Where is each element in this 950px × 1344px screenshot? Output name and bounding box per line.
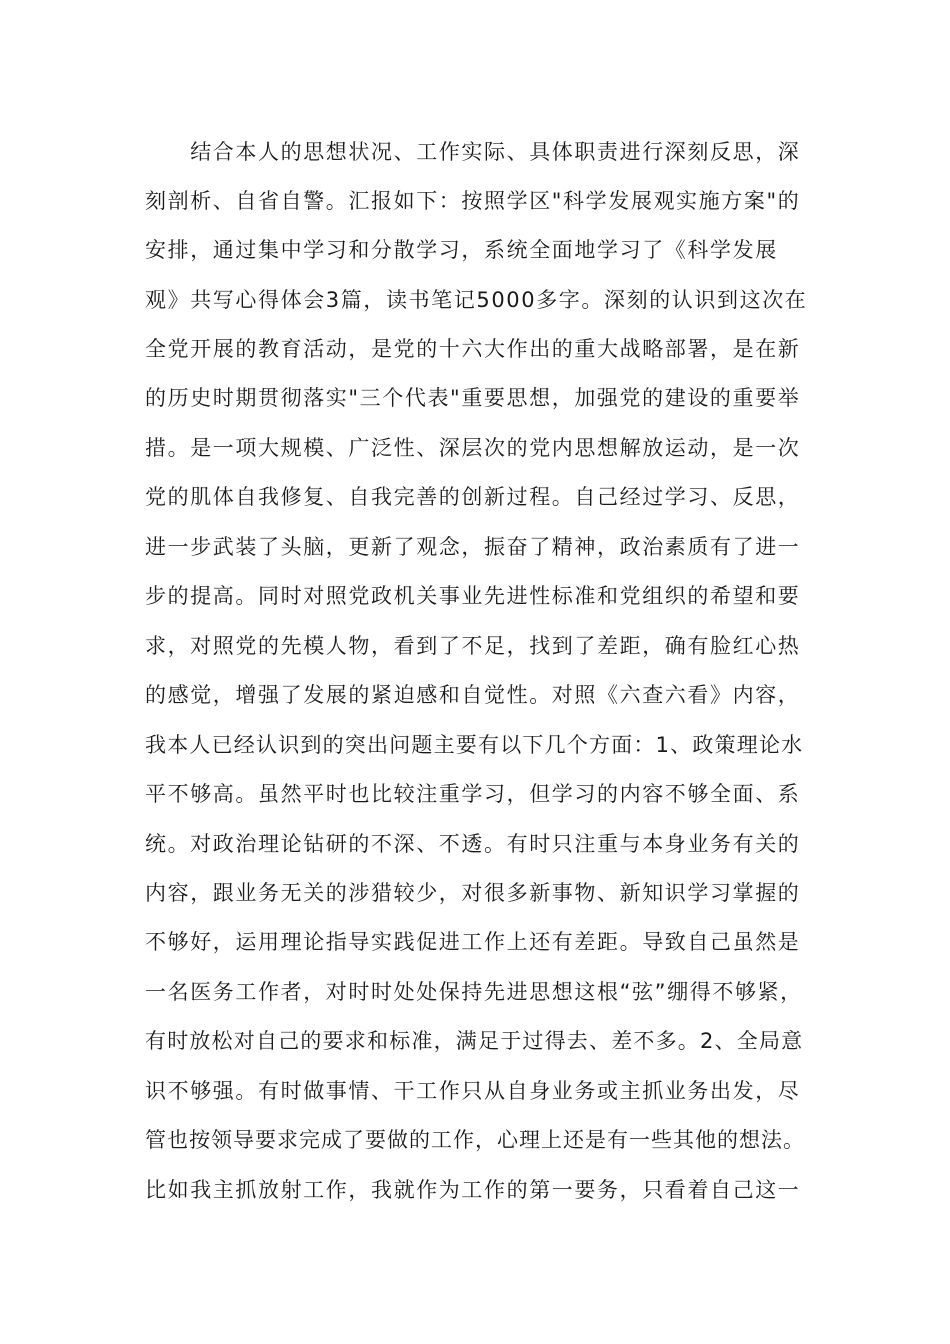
paragraph-line: 一名医务工作者，对时时处处保持先进思想这根“弦”绷得不够紧， <box>145 980 803 1004</box>
paragraph-line: 的感觉，增强了发展的紧迫感和自觉性。对照《六查六看》内容， <box>145 683 801 707</box>
paragraph-line: 观》共写心得体会3篇，读书笔记5000多字。深刻的认识到这次在 <box>145 288 808 312</box>
paragraph-line: 的历史时期贯彻落实"三个代表"重要思想，加强党的建设的重要举 <box>145 386 801 410</box>
paragraph-line: 进一步武装了头脑，更新了观念，振奋了精神，政治素质有了进一 <box>145 535 801 559</box>
paragraph-line: 平不够高。虽然平时也比较注重学习，但学习的内容不够全面、系 <box>145 782 801 806</box>
paragraph-line: 措。是一项大规模、广泛性、深层次的党内思想解放运动，是一次 <box>145 436 801 460</box>
paragraph-line: 刻剖析、自省自警。汇报如下：按照学区"科学发展观实施方案"的 <box>145 189 801 213</box>
paragraph-line: 识不够强。有时做事情、干工作只从自身业务或主抓业务出发，尽 <box>145 1079 801 1103</box>
paragraph-line: 内容，跟业务无关的涉猎较少，对很多新事物、新知识学习掌握的 <box>145 881 801 905</box>
paragraph-line: 结合本人的思想状况、工作实际、具体职责进行深刻反思，深 <box>145 140 801 164</box>
paragraph-line: 党的肌体自我修复、自我完善的创新过程。自己经过学习、反思， <box>145 485 801 509</box>
paragraph-line: 统。对政治理论钻研的不深、不透。有时只注重与本身业务有关的 <box>145 832 801 856</box>
paragraph-line: 全党开展的教育活动，是党的十六大作出的重大战略部署，是在新 <box>145 337 801 361</box>
paragraph-line: 管也按领导要求完成了要做的工作，心理上还是有一些其他的想法。 <box>145 1128 805 1152</box>
paragraph-line: 比如我主抓放射工作，我就作为工作的第一要务，只看着自己这一 <box>145 1178 801 1202</box>
paragraph-line: 有时放松对自己的要求和标准，满足于过得去、差不多。2、全局意 <box>145 1029 804 1053</box>
paragraph-line: 我本人已经认识到的突出问题主要有以下几个方面：1、政策理论水 <box>145 733 804 757</box>
paragraph-line: 步的提高。同时对照党政机关事业先进性标准和党组织的希望和要 <box>145 584 801 608</box>
paragraph-line: 求，对照党的先模人物，看到了不足，找到了差距，确有脸红心热 <box>145 634 801 658</box>
paragraph-line: 不够好，运用理论指导实践促进工作上还有差距。导致自己虽然是 <box>145 930 801 954</box>
paragraph-line: 安排，通过集中学习和分散学习，系统全面地学习了《科学发展 <box>145 238 778 262</box>
